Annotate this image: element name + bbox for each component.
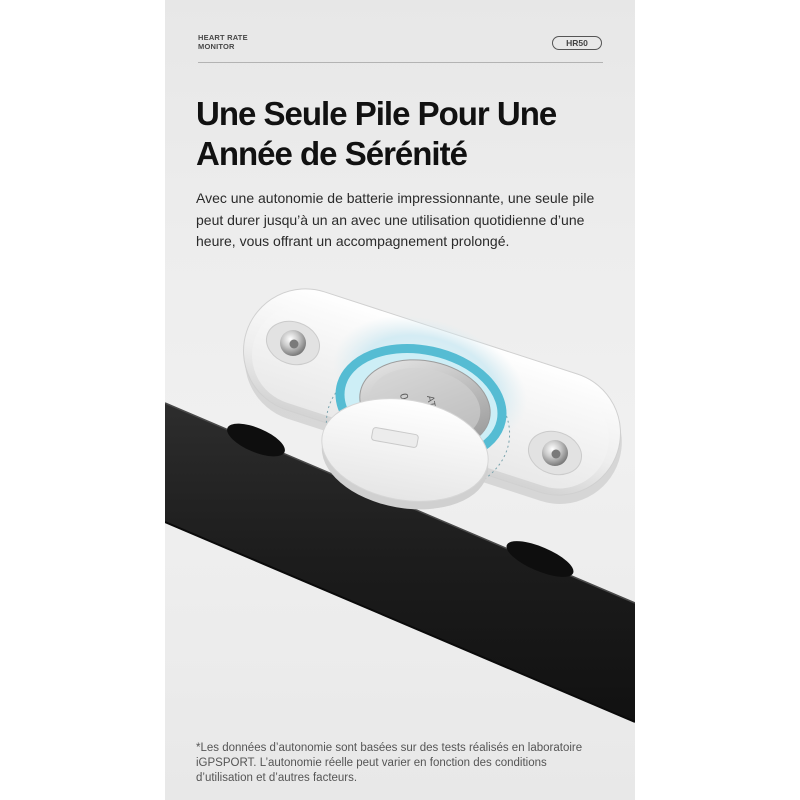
paragraph-line: heure, vous offrant un accompagnement prolongé. — [196, 233, 510, 249]
intro-paragraph — [196, 188, 594, 253]
paragraph-line: Avec une autonomie de batterie impressionnante, une seule pile — [196, 190, 595, 206]
footnote — [196, 741, 582, 786]
footnote-line: *Les données d’autonomie sont basées sur des tests réalisés en laboratoire — [196, 742, 583, 754]
content-panel — [165, 0, 635, 800]
footnote-line: iGPSPORT. L’autonomie réelle peut varier en fonction des conditions — [196, 757, 547, 769]
header-divider — [198, 62, 603, 63]
snap-center — [552, 450, 561, 459]
snap-center — [290, 340, 299, 349]
page-title — [196, 94, 556, 174]
title-line: Année de Sérénité — [196, 135, 467, 172]
category-line: MONITOR — [198, 42, 235, 51]
category-line: HEART RATE — [198, 33, 248, 42]
product-category — [198, 33, 248, 51]
paragraph-line: peut durer jusqu’à un an avec une utilisation quotidienne d’une — [196, 211, 585, 228]
model-badge: HR50 — [552, 36, 602, 50]
footnote-line: d’utilisation et d’autres facteurs. — [196, 772, 358, 784]
title-line: Une Seule Pile Pour Une — [196, 95, 557, 132]
